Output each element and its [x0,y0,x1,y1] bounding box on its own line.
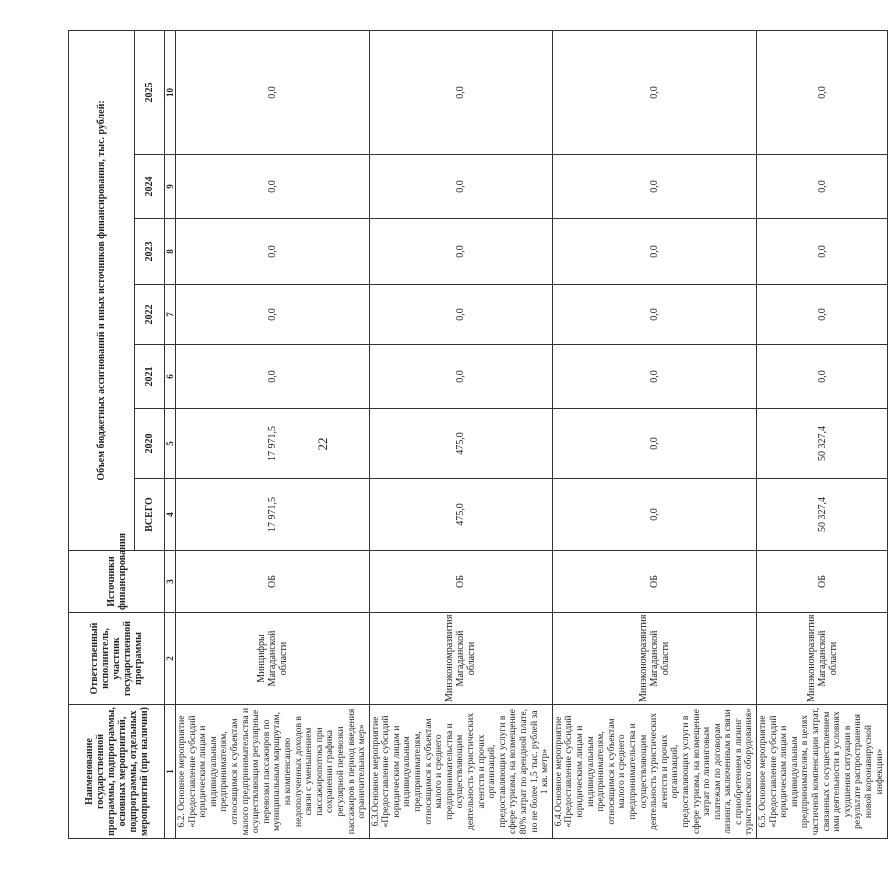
table-row [176,30,370,838]
row-value: 0,0 [176,345,370,409]
row-value: 0,0 [757,30,888,154]
row-name: 6.5. Основное мероприятие «Предоставление субсидий юридическим лицам и индивидуальным предпринимателям, в целях частичной компенсации затрат, связанных с осуществлением ими деятельности в условиях ухудшения ситуации в результате распространения новой коронавирусной инфекции» [757,705,888,839]
header-year: 2024 [135,155,165,219]
column-number: 9 [165,155,176,219]
row-value: 0,0 [369,285,552,345]
header-responsible: Ответственный исполнитель, участник государственной программы [69,613,165,705]
column-number: 8 [165,219,176,285]
header-year: 2021 [135,345,165,409]
row-value: 0,0 [552,409,756,479]
row-value: 0,0 [552,30,756,154]
row-source: ОБ [552,551,756,613]
row-name: 6.4.Основное мероприятие «Предоставление субсидий юридическим лицам и индивидуальным предпринимателям, относящимся к субъектам малого и среднего предпринимательства и осуществляющим деятельность туристических агентств и прочих организаций, предоставляющих услуги в сфере туризма, на возмещение затрат по лизинговым платежам по договорам лизинга, заключенным в связи с приобретением в лизинг туристического оборудования» [552,705,756,839]
header-year: 2023 [135,219,165,285]
row-name: 6.3.Основное мероприятие «Предоставление субсидий юридическим лицам и индивидуальным предпринимателям, относящимся к субъектам малого и среднего предпринимательства и осуществляющим деятельность туристических агентств и прочих организаций, предоставляющих услуги в сфере туризма, на возмещение 80% затрат по арендной плате, но не более 1,5 тыс. рублей за 1 кв. метр» [369,705,552,839]
row-source: ОБ [176,551,370,613]
header-year: 2025 [135,30,165,154]
row-value: 0,0 [369,30,552,154]
column-number: 2 [165,613,176,705]
column-number: 6 [165,345,176,409]
column-number: 3 [165,551,176,613]
column-number: 10 [165,30,176,154]
row-value-total: 0,0 [552,479,756,551]
row-value: 475,0 [369,409,552,479]
table-row [552,30,756,838]
header-volume: Объем бюджетных ассигнований и иных источников финансирования, тыс. рублей: [69,30,135,550]
row-value: 0,0 [757,345,888,409]
row-value: 17 971,5 [176,409,370,479]
row-responsible: Минэкономразвития Магаданской области [757,613,888,705]
row-value: 0,0 [369,219,552,285]
row-source: ОБ [757,551,888,613]
header-total: ВСЕГО [135,479,165,551]
header-source: Источники финансирования [69,551,165,613]
row-value: 0,0 [176,30,370,154]
table-row [757,30,888,838]
row-value: 0,0 [757,285,888,345]
table-row [369,30,552,838]
page-number: 22 [315,437,330,451]
row-responsible: Минэкономразвития Магаданской области [552,613,756,705]
column-number: 7 [165,285,176,345]
budget-table [68,30,888,839]
row-value: 0,0 [176,219,370,285]
row-value: 0,0 [552,345,756,409]
budget-table-sheet [68,31,885,839]
row-value-total: 475,0 [369,479,552,551]
row-value: 0,0 [369,155,552,219]
row-value: 0,0 [176,155,370,219]
row-value: 0,0 [176,285,370,345]
column-number: 5 [165,409,176,479]
row-value: 0,0 [552,219,756,285]
row-source: ОБ [369,551,552,613]
header-year: 2022 [135,285,165,345]
row-value: 0,0 [369,345,552,409]
row-responsible: Минэкономразвития Магаданской области [369,613,552,705]
column-number: 1 [165,705,176,839]
row-value: 50 327,4 [757,409,888,479]
row-value: 0,0 [552,155,756,219]
row-value: 0,0 [757,155,888,219]
row-value-total: 50 327,4 [757,479,888,551]
row-value: 0,0 [552,285,756,345]
row-value: 0,0 [757,219,888,285]
column-number: 4 [165,479,176,551]
row-name: 6.2. Основное мероприятие «Предоставление субсидий юридическим лицам и индивидуальным предпринимателям, относящимся к субъектам малого предпринимательства и осуществляющим регулярные перевозки пассажиров по муниципальным маршрутам, на компенсацию недополученных доходов в связи с уменьшением пассажиропотока при сохранении графика регулярной перевозки пассажиров в период введения ограничительных мер» [176,705,370,839]
header-name: Наименование государственной программы, подпрограммы, основных мероприятий, подпрограммы, отдельных мероприятий (при наличии) [69,705,165,839]
row-responsible: Минцифры Магаданской области [176,613,370,705]
header-year: 2020 [135,409,165,479]
row-value-total: 17 971,5 [176,479,370,551]
